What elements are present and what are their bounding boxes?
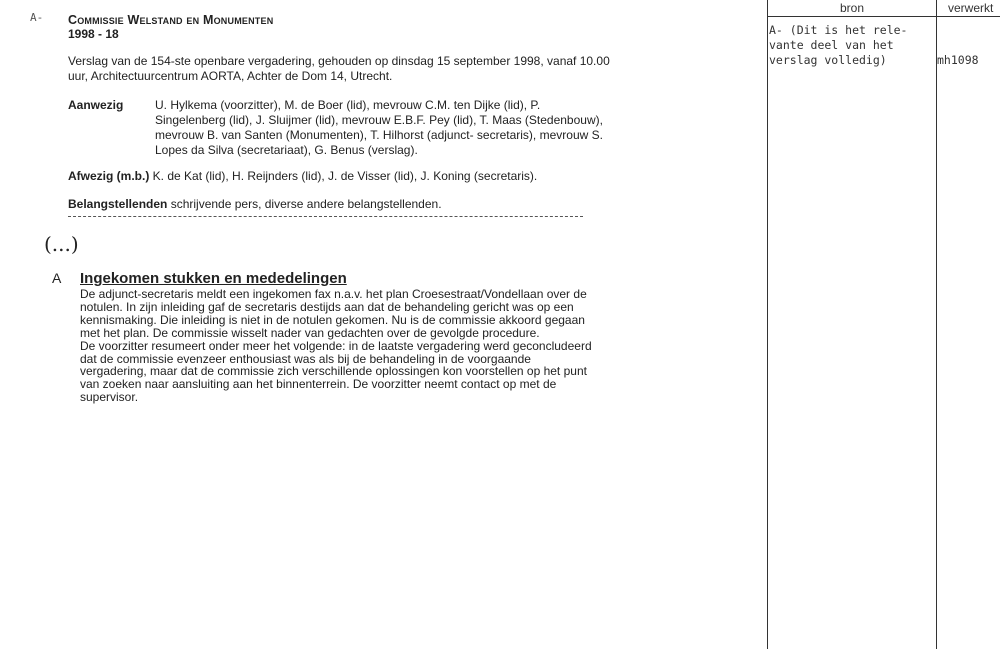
column-header-rule	[767, 16, 1000, 17]
section-line: notulen. In zijn inleiding gaf de secretaris destijds aan dat de behandeling gericht was op een	[80, 299, 574, 314]
verwerkt-column-left-border	[936, 0, 937, 649]
section-line: vergadering, maar dat de commissie zich verschillende oplossingen kon voorstellen op het punt	[80, 364, 587, 379]
intro-line: uur, Architectuurcentrum AORTA, Achter de Dom 14, Utrecht.	[68, 69, 393, 83]
committee-title: Commissie Welstand en Monumenten	[68, 13, 274, 27]
intro-paragraph	[68, 54, 628, 84]
absent-row	[68, 169, 537, 184]
section-line: met het plan. De commissie wisselt nader van gedachten over de gevolgde procedure.	[80, 325, 540, 340]
section-line: van zoeken naar aansluiting aan het binnenterrein. De voorzitter neemt contact op met de	[80, 377, 557, 392]
verwerkt-code: mh1098	[937, 53, 979, 67]
present-line: Singelenberg (lid), J. Sluijmer (lid), mevrouw E.B.F. Pey (lid), T. Maas (Stedenbouw),	[155, 113, 603, 127]
interested-row	[68, 197, 442, 212]
bron-note	[769, 23, 907, 68]
bron-note-line: verslag volledig)	[769, 53, 887, 67]
section-body	[80, 288, 600, 404]
section-line: De adjunct-secretaris meldt een ingekomen fax n.a.v. het plan Croesestraat/Vondellaan over de	[80, 287, 587, 301]
separator-rule	[68, 216, 583, 217]
bron-header: bron	[840, 1, 865, 15]
absent-text: K. de Kat (lid), H. Reijnders (lid), J. de Visser (lid), J. Koning (secretaris).	[152, 169, 538, 183]
verwerkt-header: verwerkt	[948, 1, 994, 15]
present-list	[155, 98, 615, 158]
intro-line: Verslag van de 154-ste openbare vergadering, gehouden op dinsdag 15 september 1998, vanaf 10.00	[68, 54, 610, 68]
interested-label: Belangstellenden	[68, 197, 168, 211]
interested-text: schrijvende pers, diverse andere belangstellenden.	[170, 197, 442, 211]
present-line: mevrouw B. van Santen (Monumenten), T. Hilhorst (adjunct- secretaris), mevrouw S.	[155, 128, 603, 142]
present-line: Lopes da Silva (secretariaat), G. Benus (verslag).	[155, 143, 418, 157]
present-label: Aanwezig	[68, 98, 124, 112]
omission-mark: (...)	[44, 232, 79, 256]
reference-number: 1998 - 18	[68, 27, 119, 41]
section-line: kennismaking. Die inleiding is niet in de notulen gekomen. Nu is de commissie akkoord gegaan	[80, 312, 585, 327]
section-line: dat de commissie evenzeer enthousiast was als bij de behandeling in de voorgaande	[80, 351, 531, 366]
section-title: Ingekomen stukken en mededelingen	[80, 270, 347, 287]
absent-label: Afwezig (m.b.)	[68, 169, 150, 183]
corner-mark: A-	[30, 11, 44, 24]
section-letter: A	[52, 270, 62, 286]
bron-column-left-border	[767, 0, 768, 649]
bron-note-line: A- (Dit is het rele-	[769, 23, 908, 37]
bron-note-line: vante deel van het	[769, 38, 894, 52]
section-line: De voorzitter resumeert onder meer het volgende: in de laatste vergadering werd geconcludeerd	[80, 338, 592, 353]
present-line: U. Hylkema (voorzitter), M. de Boer (lid), mevrouw C.M. ten Dijke (lid), P.	[155, 98, 541, 112]
section-line: supervisor.	[80, 390, 139, 405]
